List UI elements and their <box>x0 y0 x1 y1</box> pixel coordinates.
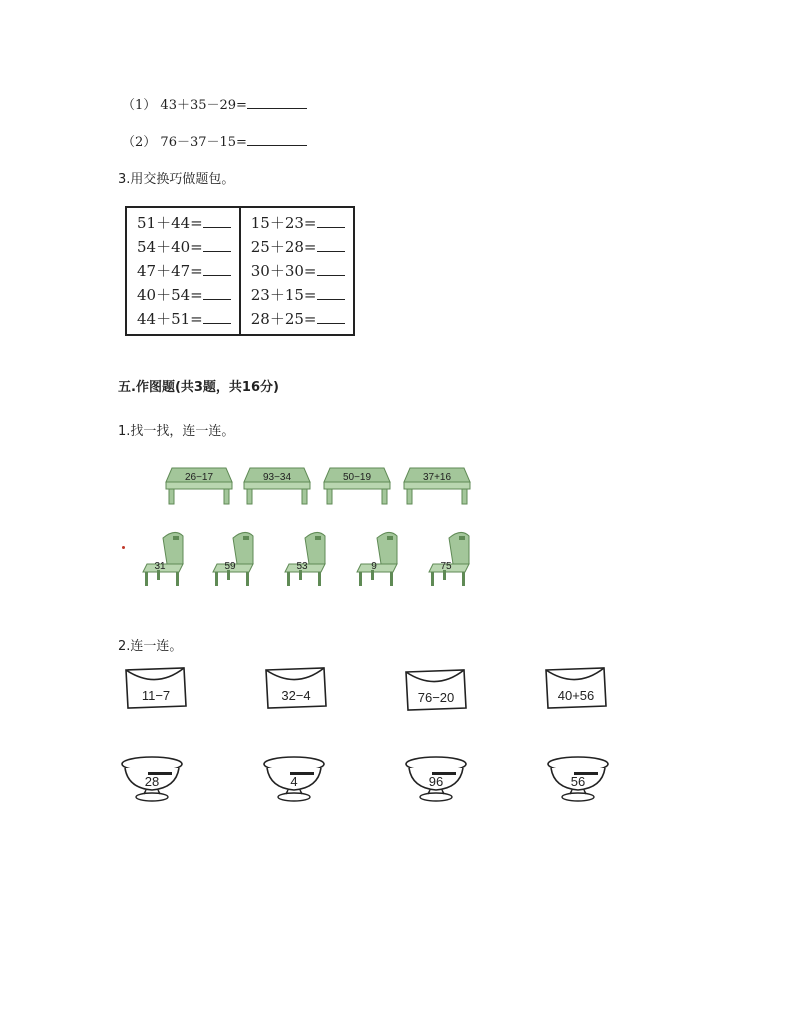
envelope[interactable] <box>126 668 186 708</box>
swap-answer-blank[interactable] <box>317 261 345 276</box>
envelope[interactable] <box>406 670 466 710</box>
swap-expression: 23＋15= <box>250 286 317 304</box>
swap-answer-blank[interactable] <box>203 213 231 228</box>
swap-table <box>125 206 355 336</box>
desks-row <box>160 462 480 512</box>
swap-row <box>137 307 231 331</box>
swap-table-left-column <box>126 207 240 335</box>
swap-expression: 25＋28= <box>250 238 317 256</box>
bowl[interactable] <box>548 757 608 801</box>
equation-1 <box>122 94 307 113</box>
swap-row <box>137 259 231 283</box>
swap-answer-blank[interactable] <box>203 309 231 324</box>
chair-label: 59 <box>224 561 236 572</box>
desk[interactable] <box>324 468 390 504</box>
chair-label: 31 <box>154 561 166 572</box>
bowl[interactable] <box>406 757 466 801</box>
chair-label: 9 <box>371 561 377 572</box>
swap-expression: 54＋40= <box>137 238 203 256</box>
swap-row <box>137 211 231 235</box>
swap-row <box>251 235 345 259</box>
swap-table-grid <box>125 206 355 336</box>
swap-answer-blank[interactable] <box>203 285 231 300</box>
swap-expression: 47＋47= <box>137 262 203 280</box>
equation-1-number: （1） <box>122 98 157 113</box>
envelope-label: 76−20 <box>417 690 455 705</box>
desk-label: 37+16 <box>422 472 452 483</box>
chair-label: 53 <box>296 561 308 572</box>
equation-1-expression: 43＋35－29= <box>160 98 247 113</box>
desk[interactable] <box>404 468 470 504</box>
chairs-row <box>135 526 475 588</box>
envelope-label: 40+56 <box>557 688 595 703</box>
equation-2 <box>122 131 307 150</box>
envelope[interactable] <box>546 668 606 708</box>
envelope[interactable] <box>266 668 326 708</box>
bowl-label: 56 <box>570 774 586 789</box>
swap-expression: 51＋44= <box>137 214 203 232</box>
bowl-label: 96 <box>428 774 444 789</box>
desk[interactable] <box>166 468 232 504</box>
desk-label: 26−17 <box>184 472 214 483</box>
bowl[interactable] <box>122 757 182 801</box>
chair[interactable] <box>213 532 253 586</box>
question-3-title: 3.用交换巧做题包。 <box>118 172 235 187</box>
swap-answer-blank[interactable] <box>317 213 345 228</box>
swap-answer-blank[interactable] <box>317 285 345 300</box>
desk-label: 50−19 <box>342 472 372 483</box>
swap-expression: 40＋54= <box>137 286 203 304</box>
swap-answer-blank[interactable] <box>317 237 345 252</box>
swap-row <box>251 307 345 331</box>
chair[interactable] <box>285 532 325 586</box>
chair[interactable] <box>429 532 469 586</box>
chair[interactable] <box>357 532 397 586</box>
chair-label: 75 <box>440 561 452 572</box>
equation-2-answer-blank[interactable] <box>247 133 307 146</box>
swap-row <box>251 211 345 235</box>
swap-table-right-column <box>240 207 354 335</box>
swap-row <box>251 259 345 283</box>
section-5-title: 五.作图题(共3题，共16分) <box>118 380 279 395</box>
envelope-label: 11−7 <box>141 688 171 703</box>
bowl-label: 4 <box>290 774 298 789</box>
equation-2-expression: 76－37－15= <box>160 135 247 150</box>
question-1-title: 1.找一找，连一连。 <box>118 424 235 439</box>
bowl[interactable] <box>264 757 324 801</box>
envelopes-row <box>120 664 620 714</box>
swap-answer-blank[interactable] <box>203 237 231 252</box>
bowl-label: 28 <box>144 774 160 789</box>
equation-1-answer-blank[interactable] <box>247 96 307 109</box>
swap-expression: 15＋23= <box>250 214 317 232</box>
question-2-title: 2.连一连。 <box>118 639 183 654</box>
swap-answer-blank[interactable] <box>317 309 345 324</box>
red-dot-mark <box>122 546 125 549</box>
swap-answer-blank[interactable] <box>203 261 231 276</box>
desk-label: 93−34 <box>262 472 292 483</box>
equation-2-number: （2） <box>122 135 157 150</box>
swap-row <box>137 283 231 307</box>
chair[interactable] <box>143 532 183 586</box>
swap-expression: 28＋25= <box>250 310 317 328</box>
swap-row <box>251 283 345 307</box>
envelope-label: 32−4 <box>281 688 311 703</box>
desk[interactable] <box>244 468 310 504</box>
swap-row <box>137 235 231 259</box>
swap-expression: 44＋51= <box>137 310 203 328</box>
bowls-row <box>118 752 618 808</box>
swap-expression: 30＋30= <box>250 262 317 280</box>
